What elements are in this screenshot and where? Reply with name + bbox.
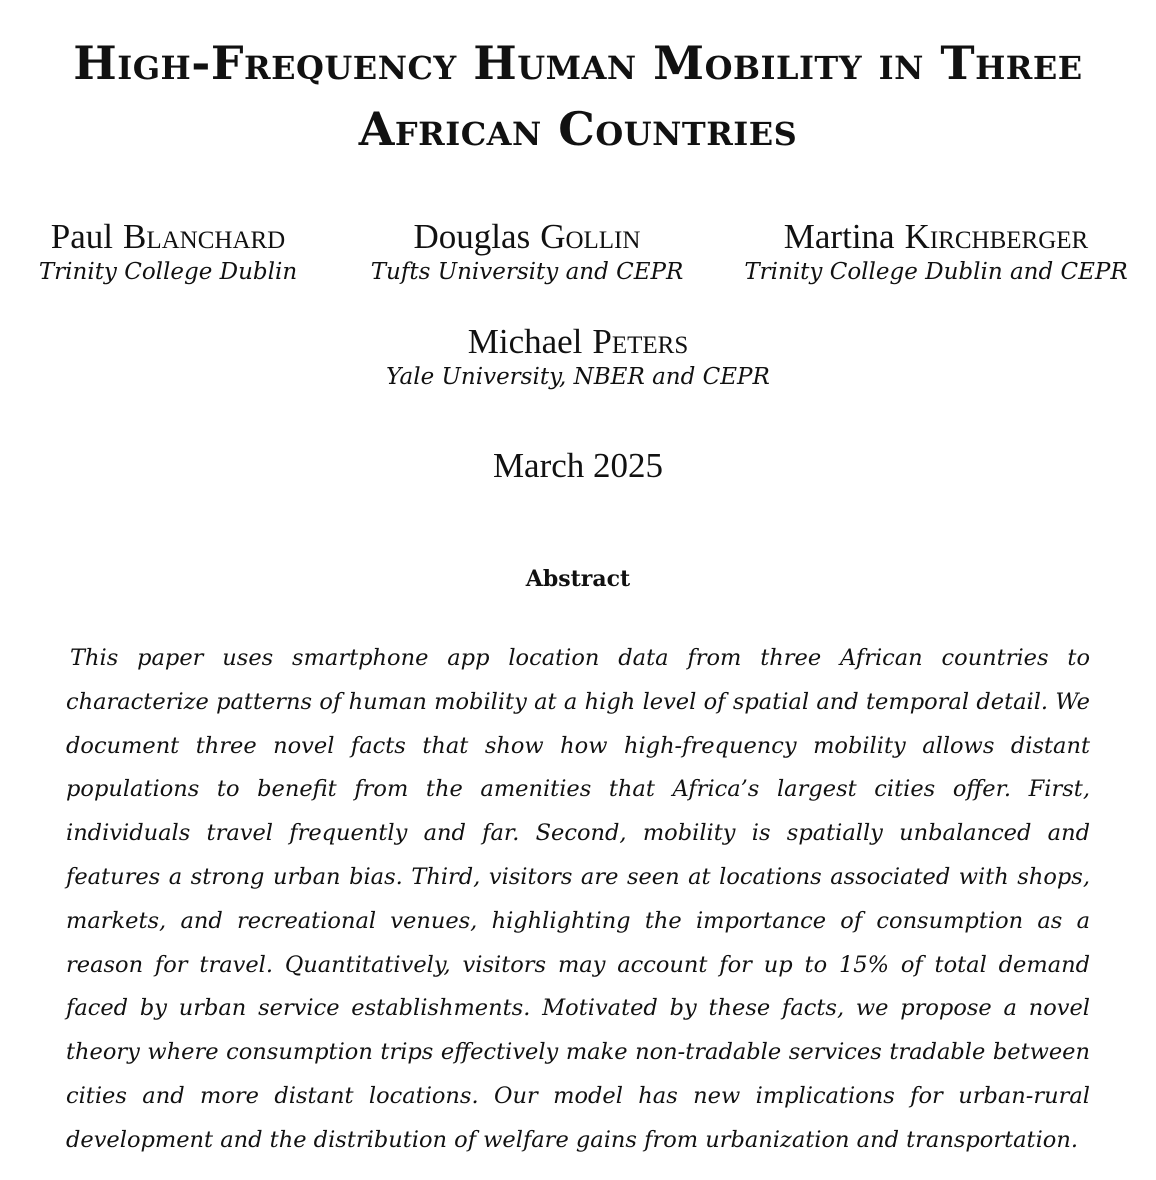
author-affiliation: Trinity College Dublin xyxy=(38,259,298,285)
author-name xyxy=(328,322,828,362)
author-last-name: Gollin xyxy=(540,217,641,256)
author-name xyxy=(736,217,1136,257)
author-block xyxy=(357,217,697,287)
author-first-name: Douglas xyxy=(413,217,531,256)
author-last-name: Blanchard xyxy=(122,217,286,256)
author-block xyxy=(0,217,336,287)
author-last-name: Peters xyxy=(592,322,689,361)
author-last-name: Kirchberger xyxy=(904,217,1089,256)
publication-date: March 2025 xyxy=(492,446,664,485)
author-first-name: Michael xyxy=(467,322,583,361)
author-name xyxy=(0,217,336,257)
author-first-name: Martina xyxy=(783,217,895,256)
author-first-name: Paul xyxy=(50,217,113,256)
author-block xyxy=(328,322,828,392)
abstract-text: This paper uses smartphone app location data from three African countries to characterize patterns of human mobility at a high level of spatial and temporal detail. We document three novel facts that show how high-frequency mobility allows distant populations to benefit from the amenities that Africa’s largest cities offer. First, individuals travel frequently and far. Second, mobility is spatially unbalanced and features a strong urban bias. Third, visitors are seen at locations associated with shops, markets, and recreational venues, highlighting the importance of consumption as a reason for travel. Quantitatively, visitors may account for up to 15% of total demand faced by urban service establishments. Motivated by these facts, we propose a novel theory where consumption trips effectively make non-tradable services tradable between cities and more distant locations. Our model has new implications for urban-rural development and the distribution of welfare gains from urbanization and transportation. xyxy=(66,645,1090,1153)
author-affiliation: Trinity College Dublin and CEPR xyxy=(744,259,1128,285)
author-affiliation: Yale University, NBER and CEPR xyxy=(386,364,770,390)
paper-title: High-Frequency Human Mobility in Three African Countries xyxy=(73,36,1083,156)
author-affiliation: Tufts University and CEPR xyxy=(370,259,684,285)
author-name xyxy=(357,217,697,257)
abstract-heading: Abstract xyxy=(525,566,631,592)
author-block xyxy=(736,217,1136,287)
